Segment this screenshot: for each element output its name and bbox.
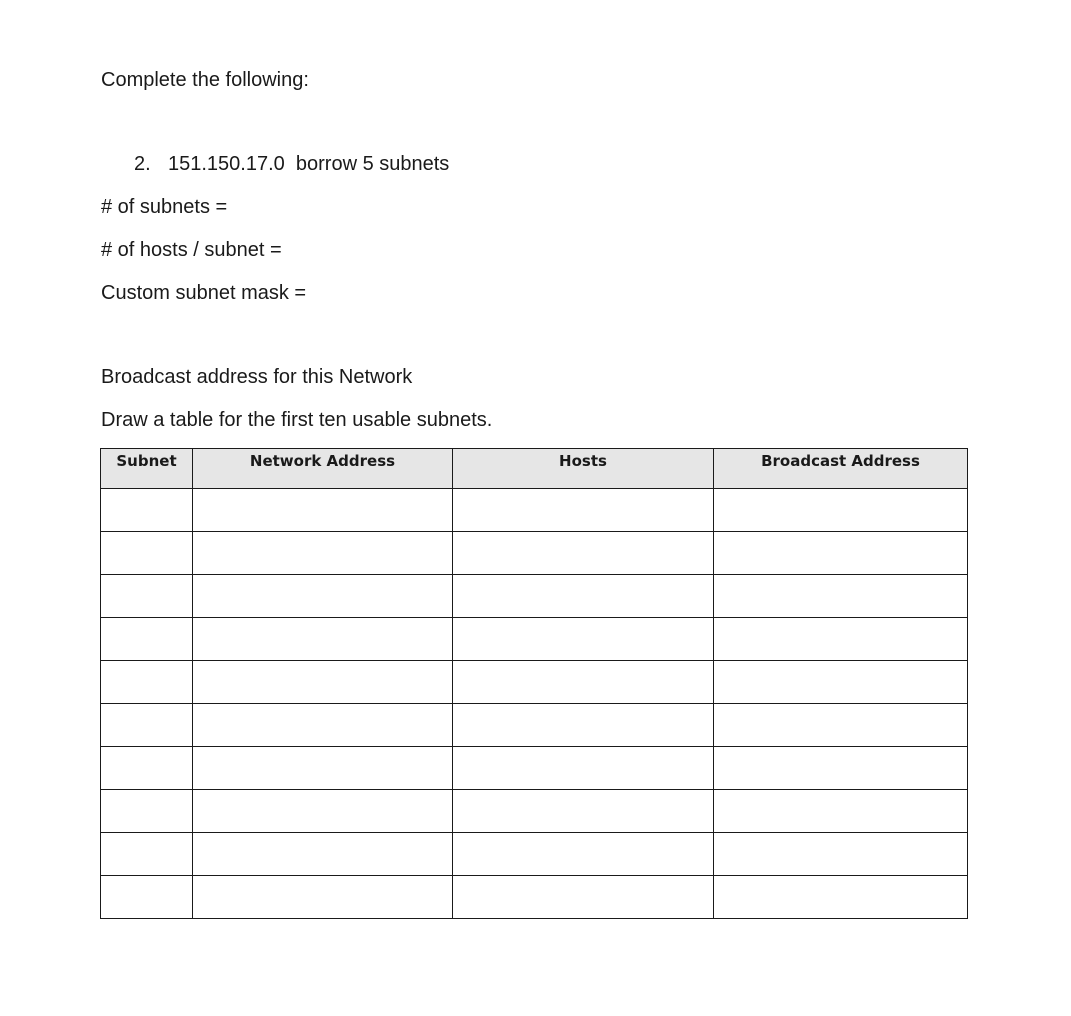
table-cell[interactable] bbox=[101, 833, 193, 876]
table-row bbox=[101, 661, 968, 704]
custom-mask-label: Custom subnet mask = bbox=[101, 282, 307, 304]
table-cell[interactable] bbox=[453, 876, 714, 919]
subnet-table bbox=[100, 448, 968, 919]
table-cell[interactable] bbox=[101, 876, 193, 919]
table-cell[interactable] bbox=[453, 618, 714, 661]
problem-number: 2. bbox=[134, 153, 151, 175]
problem-statement bbox=[134, 152, 449, 176]
header-subnet: Subnet bbox=[101, 449, 193, 489]
table-row bbox=[101, 876, 968, 919]
table-row bbox=[101, 747, 968, 790]
table-cell[interactable] bbox=[714, 489, 968, 532]
table-cell[interactable] bbox=[453, 661, 714, 704]
table-cell[interactable] bbox=[101, 747, 193, 790]
table-cell[interactable] bbox=[453, 489, 714, 532]
table-instruction: Draw a table for the first ten usable subnets. bbox=[101, 409, 493, 431]
table-row bbox=[101, 704, 968, 747]
table-cell[interactable] bbox=[714, 790, 968, 833]
table-cell[interactable] bbox=[193, 790, 453, 833]
table-row bbox=[101, 618, 968, 661]
table-cell[interactable] bbox=[453, 833, 714, 876]
heading: Complete the following: bbox=[101, 69, 309, 91]
table-cell[interactable] bbox=[714, 532, 968, 575]
table-cell[interactable] bbox=[453, 532, 714, 575]
problem-text: 151.150.17.0 borrow 5 subnets bbox=[168, 153, 450, 175]
table-cell[interactable] bbox=[193, 618, 453, 661]
table-cell[interactable] bbox=[193, 876, 453, 919]
table-cell[interactable] bbox=[101, 661, 193, 704]
table-cell[interactable] bbox=[193, 489, 453, 532]
table-cell[interactable] bbox=[101, 618, 193, 661]
table-row bbox=[101, 575, 968, 618]
table-cell[interactable] bbox=[714, 876, 968, 919]
table-row bbox=[101, 489, 968, 532]
table-row bbox=[101, 532, 968, 575]
table-cell[interactable] bbox=[101, 575, 193, 618]
table-cell[interactable] bbox=[101, 704, 193, 747]
table-cell[interactable] bbox=[714, 575, 968, 618]
table-cell[interactable] bbox=[193, 747, 453, 790]
broadcast-label: Broadcast address for this Network bbox=[101, 366, 413, 388]
table-cell[interactable] bbox=[193, 532, 453, 575]
header-network-address: Network Address bbox=[193, 449, 453, 489]
table-cell[interactable] bbox=[714, 618, 968, 661]
header-hosts: Hosts bbox=[453, 449, 714, 489]
table-cell[interactable] bbox=[714, 661, 968, 704]
table-cell[interactable] bbox=[714, 833, 968, 876]
table-cell[interactable] bbox=[193, 833, 453, 876]
hosts-per-subnet-label: # of hosts / subnet = bbox=[101, 239, 282, 261]
table-cell[interactable] bbox=[453, 747, 714, 790]
num-subnets-label: # of subnets = bbox=[101, 196, 228, 218]
table-row bbox=[101, 833, 968, 876]
table-cell[interactable] bbox=[101, 489, 193, 532]
table-cell[interactable] bbox=[453, 704, 714, 747]
table-cell[interactable] bbox=[193, 575, 453, 618]
table-cell[interactable] bbox=[453, 575, 714, 618]
table-cell[interactable] bbox=[714, 747, 968, 790]
table-cell[interactable] bbox=[714, 704, 968, 747]
table-cell[interactable] bbox=[453, 790, 714, 833]
table-cell[interactable] bbox=[193, 704, 453, 747]
table-row bbox=[101, 790, 968, 833]
table-header-row bbox=[101, 449, 968, 489]
table-cell[interactable] bbox=[101, 790, 193, 833]
table-cell[interactable] bbox=[193, 661, 453, 704]
header-broadcast-address: Broadcast Address bbox=[714, 449, 968, 489]
table-cell[interactable] bbox=[101, 532, 193, 575]
